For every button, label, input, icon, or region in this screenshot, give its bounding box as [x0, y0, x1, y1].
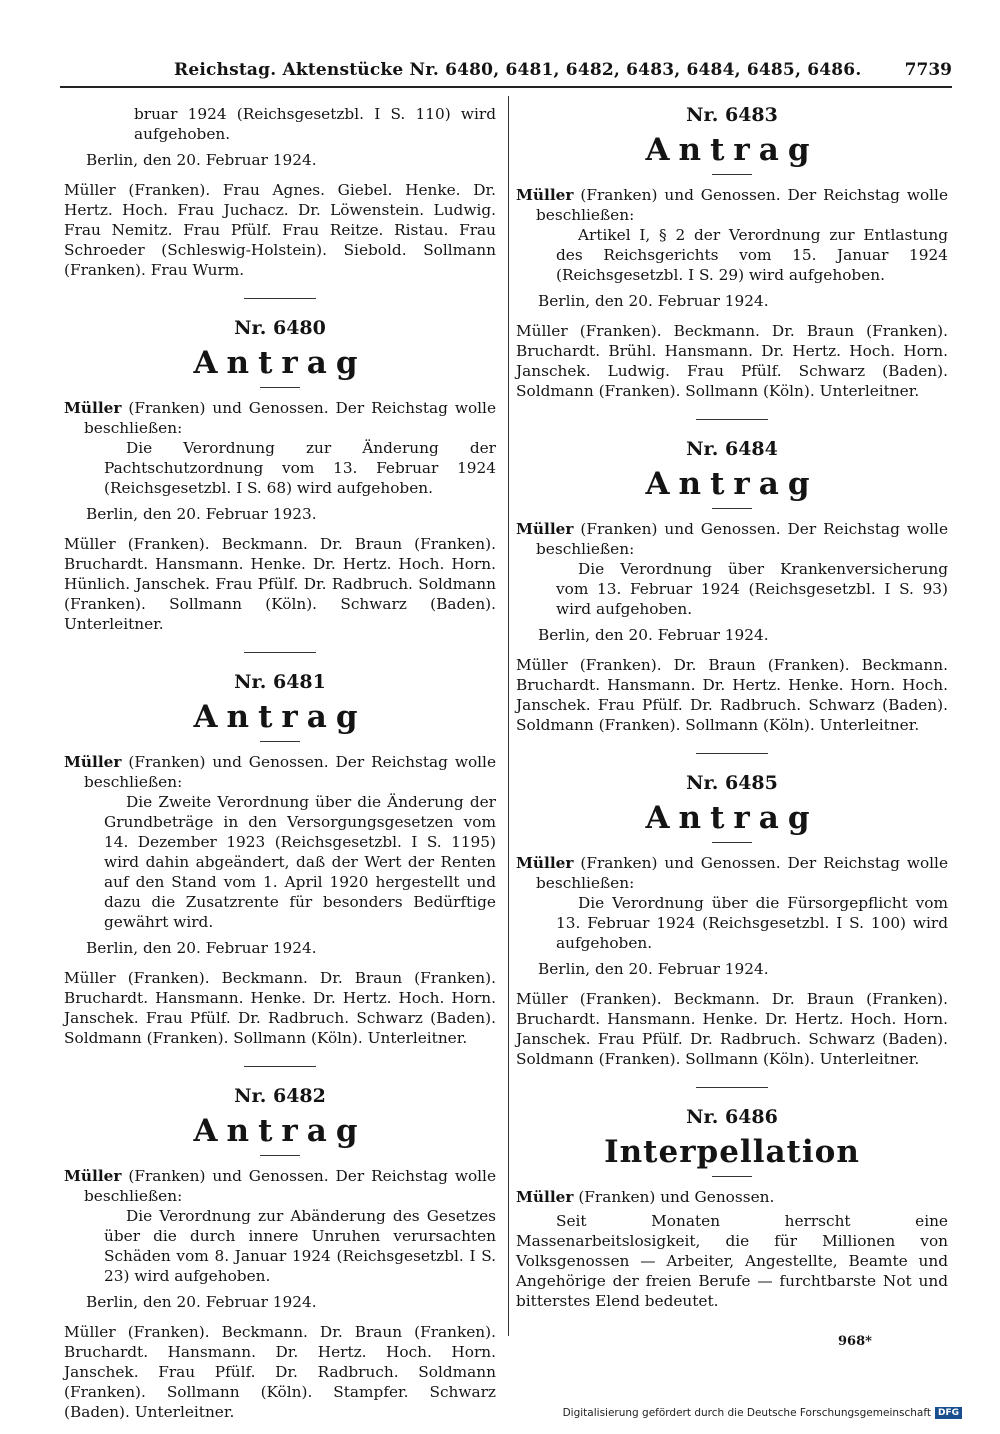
document-number: Nr. 6486	[686, 1106, 778, 1128]
dateline: Berlin, den 20. Februar 1924.	[86, 939, 317, 957]
footer-text: Digitalisierung gefördert durch die Deutsche Forschungsgemeinschaft	[562, 1407, 931, 1419]
section-separator	[244, 298, 316, 299]
motion-body: Die Verordnung zur Abänderung des Gesetzes über die durch innere Unruhen verursachten Schäden vom 8. Januar 1924 (Reichsgesetzbl. I S. 23) wird aufgehoben.	[104, 1207, 496, 1285]
heading-rule	[712, 174, 752, 175]
section-separator	[244, 1066, 316, 1067]
carryover-section	[64, 104, 496, 280]
dateline: Berlin, den 20. Februar 1924.	[86, 1293, 317, 1311]
left-column	[64, 104, 496, 1422]
document-type: Antrag	[645, 466, 819, 502]
section-6485	[516, 772, 948, 1069]
document-type: Antrag	[193, 345, 367, 381]
section-6483	[516, 104, 948, 401]
section-6486	[516, 1106, 948, 1311]
lead-name: Müller	[64, 1167, 122, 1185]
right-column	[516, 104, 948, 1311]
dateline: Berlin, den 20. Februar 1924.	[86, 151, 317, 169]
lead-name: Müller	[516, 1188, 574, 1206]
lead-name: Müller	[516, 854, 574, 872]
motion-intro-text: (Franken) und Genossen. Der Reichstag wolle beschließen:	[536, 186, 948, 224]
motion-intro	[516, 519, 948, 559]
motion-intro-text: (Franken) und Genossen. Der Reichstag wolle beschließen:	[536, 854, 948, 892]
lead-name: Müller	[516, 520, 574, 538]
document-number: Nr. 6483	[686, 104, 778, 126]
carryover-text: bruar 1924 (Reichsgesetzbl. I S. 110) wird aufgehoben.	[134, 105, 496, 143]
dateline: Berlin, den 20. Februar 1923.	[86, 505, 317, 523]
section-6481	[64, 671, 496, 1048]
lead-name: Müller	[64, 753, 122, 771]
running-header	[60, 58, 952, 88]
heading-rule	[712, 1176, 752, 1177]
section-separator	[696, 753, 768, 754]
motion-intro-text: (Franken) und Genossen. Der Reichstag wolle beschließen:	[84, 753, 496, 791]
heading-rule	[712, 842, 752, 843]
motion-body: Artikel I, § 2 der Verordnung zur Entlastung des Reichsgerichts vom 15. Januar 1924 (Reichsgesetzbl. I S. 29) wird aufgehoben.	[556, 226, 948, 284]
digitization-footer	[563, 1407, 962, 1419]
section-separator	[244, 652, 316, 653]
header-title: Reichstag. Aktenstücke Nr. 6480, 6481, 6482, 6483, 6484, 6485, 6486.	[174, 60, 862, 80]
column-divider	[508, 96, 509, 1336]
section-6484	[516, 438, 948, 735]
document-type: Antrag	[645, 132, 819, 168]
document-type: Interpellation	[604, 1134, 860, 1170]
heading-rule	[260, 741, 300, 742]
heading-rule	[712, 508, 752, 509]
heading-rule	[260, 387, 300, 388]
document-type: Antrag	[193, 699, 367, 735]
heading-rule	[260, 1155, 300, 1156]
document-number: Nr. 6481	[234, 671, 326, 693]
lead-name: Müller	[64, 399, 122, 417]
signers: Müller (Franken). Frau Agnes. Giebel. Henke. Dr. Hertz. Hoch. Frau Juchacz. Dr. Löwenstein. Ludwig. Frau Nemitz. Frau Pfülf. Frau Reitze. Ristau. Frau Schroeder (Schleswig-Holstein). Siebold. Sollmann (Franken). Frau Wurm.	[64, 181, 496, 279]
document-number: Nr. 6480	[234, 317, 326, 339]
section-6480	[64, 317, 496, 634]
motion-body: Die Verordnung über die Fürsorgepflicht vom 13. Februar 1924 (Reichsgesetzbl. I S. 100) wird aufgehoben.	[556, 894, 948, 952]
motion-body: Die Verordnung über Krankenversicherung vom 13. Februar 1924 (Reichsgesetzbl. I S. 93) wird aufgehoben.	[556, 560, 948, 618]
motion-intro	[516, 853, 948, 893]
document-type: Antrag	[645, 800, 819, 836]
motion-intro	[64, 752, 496, 792]
motion-intro-text: (Franken) und Genossen. Der Reichstag wolle beschließen:	[84, 399, 496, 437]
dateline: Berlin, den 20. Februar 1924.	[538, 292, 769, 310]
dfg-logo: DFG	[935, 1407, 962, 1419]
signers: Müller (Franken). Beckmann. Dr. Braun (Franken). Bruchardt. Hansmann. Henke. Dr. Hertz. Hoch. Horn. Janschek. Frau Pfülf. Dr. Radbruch. Schwarz (Baden). Soldmann (Franken). Sollmann (Köln). Unterleitner.	[64, 969, 496, 1047]
motion-body: Die Verordnung zur Änderung der Pachtschutzordnung vom 13. Februar 1924 (Reichsgesetzbl. I S. 68) wird aufgehoben.	[104, 439, 496, 497]
signers: Müller (Franken). Beckmann. Dr. Braun (Franken). Bruchardt. Hansmann. Henke. Dr. Hertz. Hoch. Horn. Janschek. Frau Pfülf. Dr. Radbruch. Schwarz (Baden). Soldmann (Franken). Sollmann (Köln). Unterleitner.	[516, 990, 948, 1068]
dateline: Berlin, den 20. Februar 1924.	[538, 626, 769, 644]
interpellation-intro	[516, 1187, 948, 1207]
signers: Müller (Franken). Beckmann. Dr. Braun (Franken). Bruchardt. Brühl. Hansmann. Dr. Hertz. Hoch. Horn. Janschek. Ludwig. Frau Pfülf. Schwarz (Baden). Soldmann (Franken). Sollmann (Köln). Unterleitner.	[516, 322, 948, 400]
signers: Müller (Franken). Dr. Braun (Franken). Beckmann. Bruchardt. Hansmann. Dr. Hertz. Henke. Horn. Hoch. Janschek. Frau Pfülf. Dr. Radbruch. Schwarz (Baden). Soldmann (Franken). Sollmann (Köln). Unterleitner.	[516, 656, 948, 734]
motion-intro	[64, 398, 496, 438]
interpellation-intro-text: (Franken) und Genossen.	[573, 1188, 775, 1206]
motion-intro-text: (Franken) und Genossen. Der Reichstag wolle beschließen:	[536, 520, 948, 558]
section-6482	[64, 1085, 496, 1422]
motion-intro-text: (Franken) und Genossen. Der Reichstag wolle beschließen:	[84, 1167, 496, 1205]
page-number: 7739	[904, 60, 952, 80]
lead-name: Müller	[516, 186, 574, 204]
section-separator	[696, 1087, 768, 1088]
section-separator	[696, 419, 768, 420]
motion-body: Die Zweite Verordnung über die Änderung der Grundbeträge in den Versorgungsgesetzen vom 14. Dezember 1923 (Reichsgesetzbl. I S. 1195) wird dahin abgeändert, daß der Wert der Renten auf den Stand vom 1. April 1920 hergestellt und dazu die Zusatzrente für besonders Bedürftige gewährt wird.	[104, 793, 496, 931]
document-type: Antrag	[193, 1113, 367, 1149]
signers: Müller (Franken). Beckmann. Dr. Braun (Franken). Bruchardt. Hansmann. Dr. Hertz. Hoch. Horn. Janschek. Frau Pfülf. Dr. Radbruch. Soldmann (Franken). Sollmann (Köln). Stampfer. Schwarz (Baden). Unterleitner.	[64, 1323, 496, 1421]
document-number: Nr. 6485	[686, 772, 778, 794]
document-number: Nr. 6482	[234, 1085, 326, 1107]
printer-signature-mark: 968*	[838, 1334, 872, 1349]
document-number: Nr. 6484	[686, 438, 778, 460]
dateline: Berlin, den 20. Februar 1924.	[538, 960, 769, 978]
motion-intro	[64, 1166, 496, 1206]
motion-intro	[516, 185, 948, 225]
signers: Müller (Franken). Beckmann. Dr. Braun (Franken). Bruchardt. Hansmann. Henke. Dr. Hertz. Hoch. Horn. Hünlich. Janschek. Frau Pfülf. Dr. Radbruch. Soldmann (Franken). Sollmann (Köln). Schwarz (Baden). Unterleitner.	[64, 535, 496, 633]
interpellation-body: Seit Monaten herrscht eine Massenarbeitslosigkeit, die für Millionen von Volksgenossen — Arbeiter, Angestellte, Beamte und Angehörige der freien Berufe — furchtbarste Not und bitterstes Elend bedeutet.	[516, 1212, 948, 1310]
